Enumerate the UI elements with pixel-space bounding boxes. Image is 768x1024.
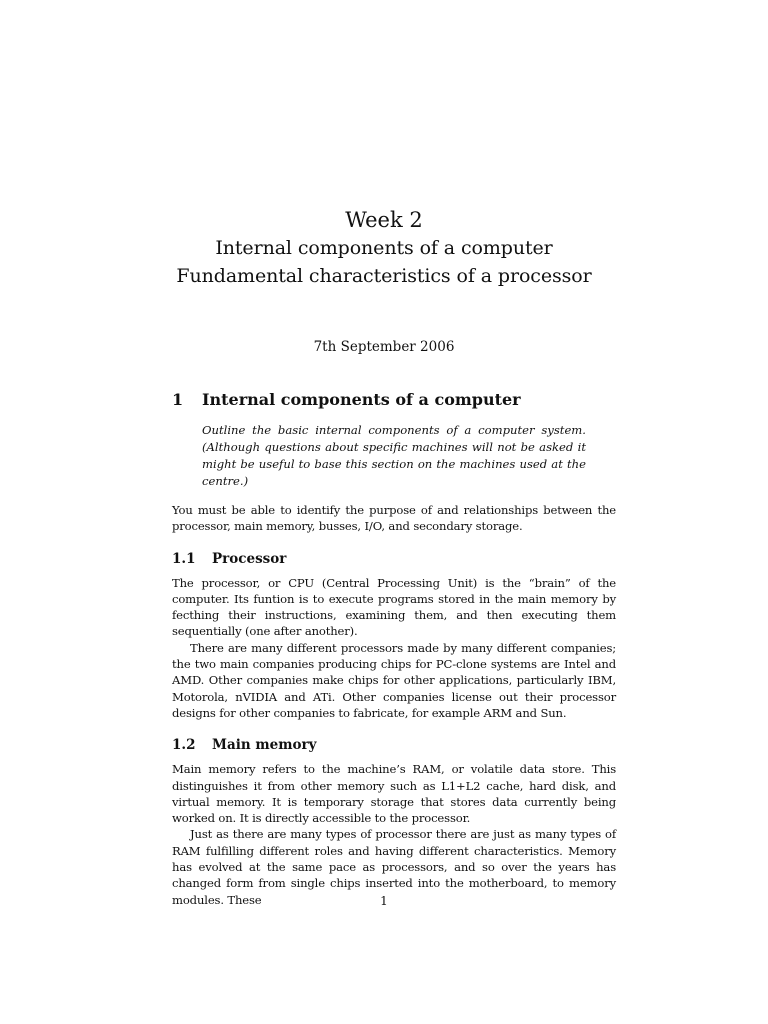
subsection-1-2-heading bbox=[172, 735, 616, 755]
memory-paragraph-2: Just as there are many types of processor there are just as many types of RAM fulfilling different roles and having different characteristics. Memory has evolved at the same pace as processors, and so over the years has changed form from single chips inserted into the motherboard, to memory modules. These bbox=[172, 827, 616, 907]
section-1-heading bbox=[172, 388, 616, 412]
title-line-1: Internal components of a computer bbox=[215, 237, 553, 259]
title-week: Week 2 bbox=[345, 208, 423, 232]
processor-paragraph-2: There are many different processors made by many different companies; the two main companies producing chips for PC-clone systems are Intel and AMD. Other companies make chips for other applications, particularly IBM, Motorola, nVIDIA and ATi. Other companies license out their processor designs for other companies to fabricate, for example ARM and Sun. bbox=[172, 640, 616, 720]
subsection-1-1-heading bbox=[172, 549, 616, 569]
section-title: Internal components of a computer bbox=[202, 390, 521, 409]
title-block bbox=[0, 206, 768, 290]
page-number: 1 bbox=[380, 894, 388, 908]
subsection-number: 1.1 bbox=[172, 550, 196, 567]
section-1-abstract: Outline the basic internal components of a computer system. (Although questions about specific machines will not be asked it might be useful to base this section on the machines used at the centre.) bbox=[202, 423, 586, 488]
title-line-2: Fundamental characteristics of a processor bbox=[176, 265, 592, 287]
section-1-intro: You must be able to identify the purpose of and relationships between the processor, main memory, busses, I/O, and secondary storage. bbox=[172, 503, 616, 534]
subsection-title: Main memory bbox=[212, 737, 317, 754]
subsection-number: 1.2 bbox=[172, 737, 196, 754]
processor-paragraph-1: The processor, or CPU (Central Processing Unit) is the “brain” of the computer. Its funtion is to execute programs stored in the main memory by fecthing their instructions, examining them, and then executing them sequentially (one after another). bbox=[172, 575, 616, 639]
main-content bbox=[172, 388, 616, 908]
subsection-title: Processor bbox=[212, 550, 287, 567]
memory-paragraph-1: Main memory refers to the machine’s RAM, or volatile data store. This distinguishes it from other memory such as L1+L2 cache, hard disk, and virtual memory. It is temporary storage that stores data currently being worked on. It is directly accessible to the processor. bbox=[172, 762, 616, 826]
document-date: 7th September 2006 bbox=[313, 339, 455, 355]
section-number: 1 bbox=[172, 390, 184, 409]
